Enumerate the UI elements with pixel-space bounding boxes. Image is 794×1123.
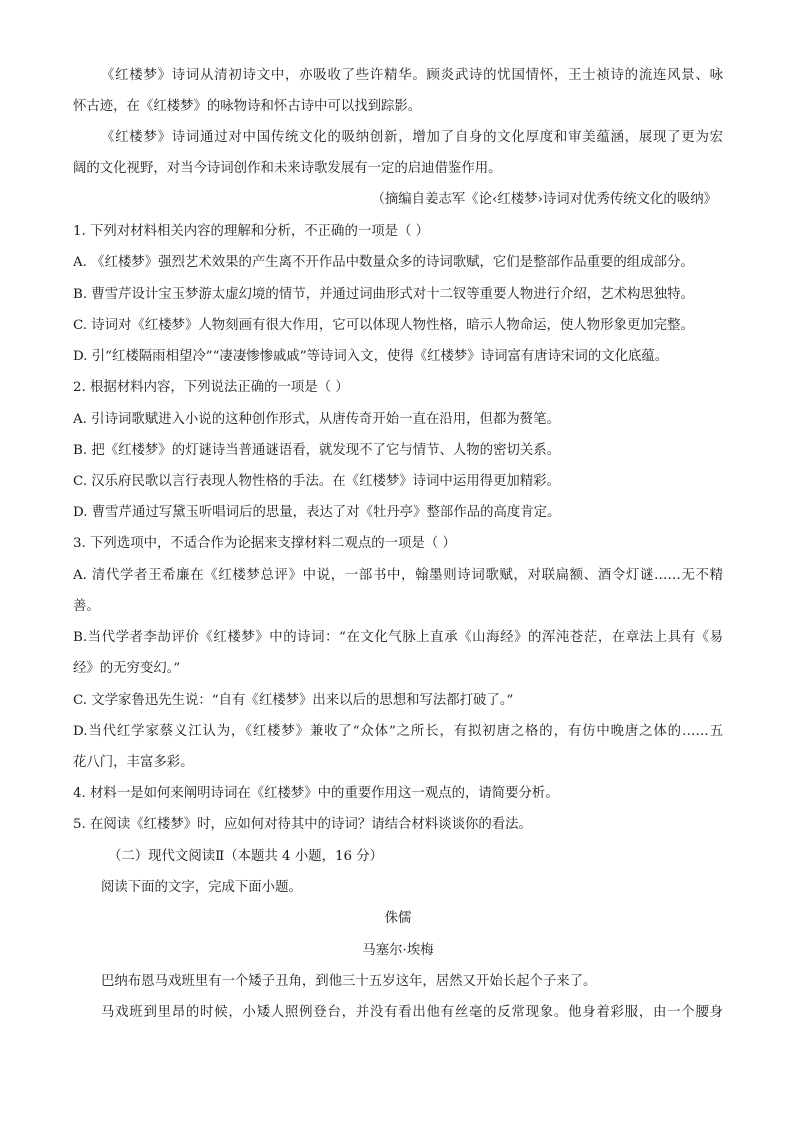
question-3-option-b-line-2: 经》的无穷变幻。” bbox=[73, 661, 181, 676]
question-2-stem: 2. 根据材料内容，下列说法正确的一项是（ ） bbox=[73, 380, 349, 395]
question-2-option-b: B. 把《红楼梦》的灯谜诗当普通谜语看，就发现不了它与情节、人物的密切关系。 bbox=[73, 443, 561, 458]
question-1-option-b: B. 曹雪芹设计宝玉梦游太虚幻境的情节，并通过词曲形式对十二钗等重要人物进行介绍，艺术构思独特。 bbox=[73, 287, 694, 302]
question-3-option-a-line-1: A. 清代学者王希廉在《红楼梦总评》中说，一部书中，翰墨则诗词歌赋，对联扁额、酒令灯谜……无不精 bbox=[73, 568, 723, 583]
reading-instruction: 阅读下面的文字，完成下面小题。 bbox=[101, 880, 302, 895]
story-title: 侏儒 bbox=[384, 911, 412, 926]
question-1-option-a: A. 《红楼梦》强烈艺术效果的产生离不开作品中数量众多的诗词歌赋，它们是整部作品重要的组成部分。 bbox=[73, 255, 694, 270]
question-1-option-d: D. 引“红楼隔雨相望冷”“凄凄惨惨戚戚”等诗词入文，使得《红楼梦》诗词富有唐诗宋词的文化底蕴。 bbox=[73, 349, 669, 364]
question-1-stem: 1. 下列对材料相关内容的理解和分析，不正确的一项是（ ） bbox=[73, 224, 430, 239]
section-heading: （二）现代文阅读Ⅱ（本题共 4 小题，16 分） bbox=[108, 849, 384, 864]
question-1-option-c: C. 诗词对《红楼梦》人物刻画有很大作用，它可以体现人物性格，暗示人物命运，使人物形象更加完整。 bbox=[73, 318, 694, 333]
story-paragraph-2-line-1: 马戏班到里昂的时候，小矮人照例登台，并没有看出他有丝毫的反常现象。他身着彩服，由一个腰身 bbox=[101, 1005, 723, 1020]
question-3-option-d-line-1: D.当代红学家蔡义江认为，《红楼梦》兼收了“众体”之所长，有拟初唐之格的，有仿中晚唐之体的……五 bbox=[73, 724, 723, 739]
question-3-option-b-line-1: B.当代学者李劼评价《红楼梦》中的诗词：“在文化气脉上直承《山海经》的浑沌苍茫，在章法上具有《易 bbox=[73, 630, 723, 645]
question-5: 5. 在阅读《红楼梦》时，应如何对待其中的诗词？请结合材料谈谈你的看法。 bbox=[73, 817, 532, 832]
question-4: 4. 材料一是如何来阐明诗词在《红楼梦》中的重要作用这一观点的，请简要分析。 bbox=[73, 786, 559, 801]
question-3-option-c: C. 文学家鲁迅先生说：“自有《红楼梦》出来以后的思想和写法都打破了。” bbox=[73, 693, 514, 708]
material-source: （摘编自姜志军《论‹红楼梦›诗词对优秀传统文化的吸纳》 bbox=[371, 192, 717, 207]
material-paragraph-2-line-2: 阔的文化视野，对当今诗词创作和未来诗歌发展有一定的启迪借鉴作用。 bbox=[73, 161, 502, 176]
question-3-option-a-line-2: 善。 bbox=[73, 599, 100, 614]
question-2-option-d: D. 曹雪芹通过写黛玉听唱词后的思量，表达了对《牡丹亭》整部作品的高度肯定。 bbox=[73, 505, 561, 520]
story-author: 马塞尔·埃梅 bbox=[362, 943, 434, 958]
story-paragraph-1: 巴纳布恩马戏班里有一个矮子丑角，到他三十五岁这年，居然又开始长起个子来了。 bbox=[101, 974, 597, 989]
material-paragraph-1-line-1: 《红楼梦》诗词从清初诗文中，亦吸收了些许精华。顾炎武诗的忧国情怀，王士祯诗的流连风景、咏 bbox=[101, 68, 723, 83]
question-2-option-a: A. 引诗词歌赋进入小说的这种创作形式，从唐传奇开始一直在沿用，但都为赘笔。 bbox=[73, 412, 560, 427]
material-paragraph-1-line-2: 怀古迹，在《红楼梦》的咏物诗和怀古诗中可以找到踪影。 bbox=[73, 99, 422, 114]
question-3-stem: 3. 下列选项中，不适合作为论据来支撑材料二观点的一项是（ ） bbox=[73, 536, 456, 551]
question-3-option-d-line-2: 花八门，丰富多彩。 bbox=[73, 755, 194, 770]
question-2-option-c: C. 汉乐府民歌以言行表现人物性格的手法。在《红楼梦》诗词中运用得更加精彩。 bbox=[73, 474, 560, 489]
material-paragraph-2-line-1: 《红楼梦》诗词通过对中国传统文化的吸纳创新，增加了自身的文化厚度和审美蕴涵，展现了更为宏 bbox=[101, 130, 723, 145]
